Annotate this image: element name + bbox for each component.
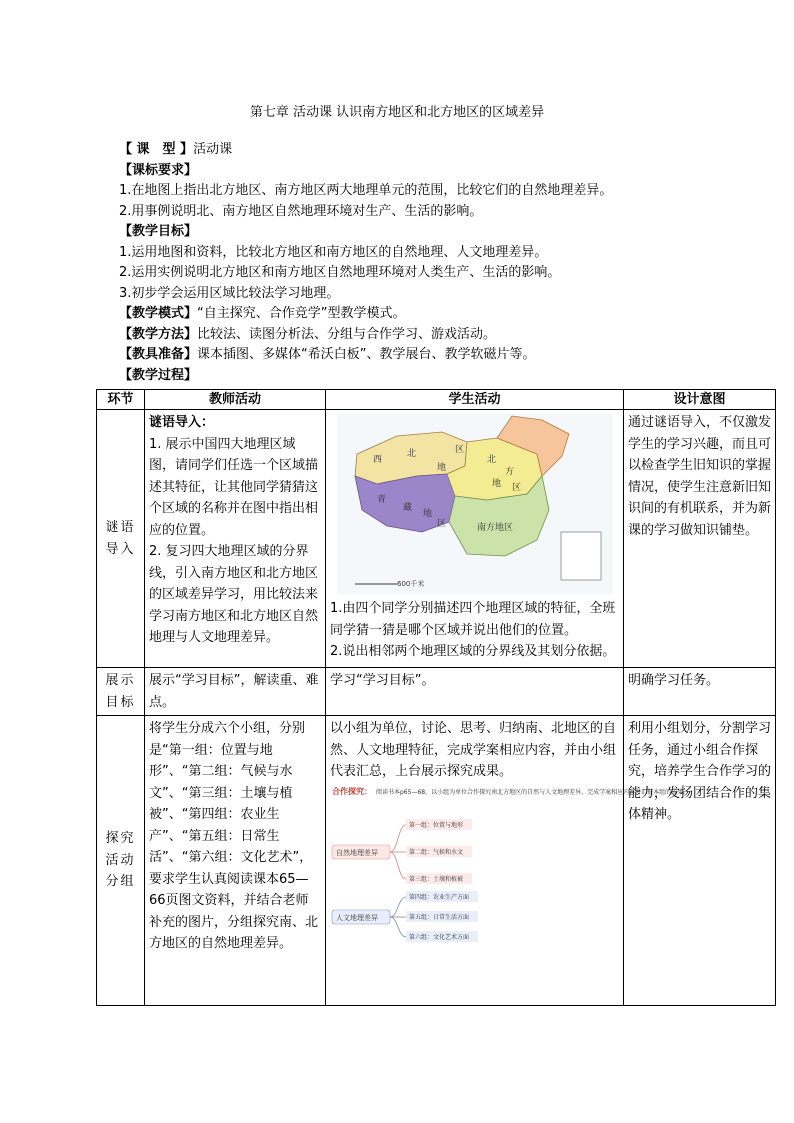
map-label: 方 <box>504 467 514 477</box>
standard-item: 1.在地图上指出北方地区、南方地区两大地理单元的范围，比较它们的自然地理差异。 <box>119 183 613 198</box>
map-label: 北 <box>486 455 496 465</box>
natural-diff-label: 自然地理差异 <box>336 848 378 857</box>
mode-line <box>119 304 739 325</box>
table-row <box>97 716 776 1006</box>
student-item: 1.由四个同学分别描述四个地理区域的特征，全班同学猜一猜是哪个区域并说出他们的位置。 <box>330 601 616 638</box>
map-label: 地 <box>436 463 446 473</box>
map-scale: 600千米 <box>396 580 424 588</box>
tools-label: 【教具准备】 <box>119 347 198 362</box>
student-item: 2.说出相邻两个地理区域的分界线及其划分依据。 <box>330 644 616 659</box>
standard-label: 【课标要求】 <box>119 162 198 178</box>
section-cell: 探究活动分组 <box>97 716 145 1006</box>
china-region-map <box>337 414 613 594</box>
teacher-cell <box>145 410 326 668</box>
page-title: 第七章 活动课 认识南方地区和北方地区的区域差异 <box>249 105 545 120</box>
map-label: 区 <box>436 519 446 529</box>
group-label: 第三组：土壤和植被 <box>409 875 464 883</box>
header-cell: 学生活动 <box>326 390 624 410</box>
map-label: 地 <box>422 509 432 519</box>
type-line <box>119 140 739 161</box>
group-label: 第一组：位置与地形 <box>409 821 464 829</box>
teacher-heading: 谜语导入： <box>149 415 215 430</box>
mindmap-banner-text: 阅读书本p65—68，以小组为单位合作探究南北方地区的自然与人文地理差异，完成学案相应内容并汇报本组的成果。 <box>376 788 690 796</box>
header-cell: 教师活动 <box>145 390 326 410</box>
type-label: 【 课 型 】 <box>119 142 194 157</box>
mode-label: 【教学模式】 <box>119 306 198 321</box>
teacher-item: 1. 展示中国四大地理区域图，请同学们任选一个区域描述其特征，让其他同学猜猜这个区域的名称并在图中指出相应的位置。 <box>149 436 319 538</box>
student-cell: 学习“学习目标”。 <box>326 668 624 716</box>
intent-cell: 利用小组划分，分割学习任务，通过小组合作探究，培养学生合作学习的能力，发扬团结合作的集体精神。 <box>624 716 776 1006</box>
table-header-row <box>97 390 776 410</box>
goal-item: 3.初步学会运用区域比较法学习地理。 <box>119 285 340 301</box>
map-label: 南方地区 <box>476 523 513 533</box>
method-label: 【教学方法】 <box>119 326 198 342</box>
mode-value: “自主探究、合作竞学”型教学模式。 <box>197 306 406 321</box>
group-label: 第二组：气候和水文 <box>409 848 464 856</box>
mindmap-banner-tag: 合作探究： <box>332 786 372 796</box>
map-label: 青 <box>376 495 386 505</box>
teacher-cell: 展示“学习目标”，解读重、难点。 <box>145 668 326 716</box>
section-cell: 展示目标 <box>97 668 145 716</box>
header-cell: 设计意图 <box>624 390 776 410</box>
goal-item: 1.运用地图和资料，比较北方地区和南方地区的自然地理、人文地理差异。 <box>119 244 548 260</box>
method-value: 比较法、读图分析法、分组与合作学习、游戏活动。 <box>197 326 497 342</box>
table-row <box>97 668 776 716</box>
map-label: 地 <box>491 479 501 489</box>
map-label: 区 <box>511 483 521 493</box>
student-text: 以小组为单位，讨论、思考、归纳南、北地区的自然、人文地理特征，完成学案相应内容，并由小组代表汇总，上台展示探究成果。 <box>330 721 617 779</box>
table-row <box>97 410 776 668</box>
student-cell <box>326 410 624 668</box>
tools-value: 课本插图、多媒体“希沃白板”、教学展台、教学软磁片等。 <box>197 347 536 362</box>
method-line <box>119 325 739 346</box>
goal-item: 2.运用实例说明北方地区和南方地区自然地理环境对人类生产、生活的影响。 <box>119 265 561 280</box>
map-label: 西 <box>372 455 382 465</box>
intent-cell: 明确学习任务。 <box>624 668 776 716</box>
group-label: 第五组：日常生活方面 <box>409 913 470 921</box>
group-mindmap <box>330 785 690 955</box>
type-value: 活动课 <box>193 142 233 157</box>
group-label: 第四组：农业生产方面 <box>409 893 470 901</box>
teacher-cell: 将学生分成六个小组，分别是“第一组：位置与地形”、“第二组：气候与水文”、“第三组：土壤与植被”、“第四组：农业生产”、“第五组：日常生活”、“第六组：文化艺术”，要求学生认真阅读课本65—66页图文资料，并结合老师补充的图片，分组探究南、北方地区的自然地理差异。 <box>145 716 326 1006</box>
goal-label: 【教学目标】 <box>119 224 198 239</box>
group-label: 第六组：文化艺术方面 <box>409 933 470 941</box>
human-diff-label: 人文地理差异 <box>336 913 378 922</box>
intent-cell: 通过谜语导入，不仅激发学生的学习兴趣，而且可以检查学生旧知识的掌握情况，使学生注意新旧知识间的有机联系，并为新课的学习做知识铺垫。 <box>624 410 776 668</box>
map-label: 藏 <box>402 503 412 513</box>
standard-item: 2.用事例说明北、南方地区自然地理环境对生产、生活的影响。 <box>119 203 483 219</box>
header-cell: 环节 <box>97 390 145 410</box>
teacher-item: 2. 复习四大地理区域的分界线，引入南方地区和北方地区的区域差异学习，用比较法来学习南方地区和北方地区自然地理与人文地理差异。 <box>149 544 319 645</box>
lesson-meta <box>119 140 739 386</box>
tools-line <box>119 345 739 366</box>
process-label: 【教学过程】 <box>119 367 198 383</box>
student-cell <box>326 716 690 1006</box>
section-cell: 谜语导入 <box>97 410 145 668</box>
lesson-table <box>96 389 776 1006</box>
map-label: 区 <box>454 445 464 455</box>
map-label: 北 <box>406 449 416 459</box>
